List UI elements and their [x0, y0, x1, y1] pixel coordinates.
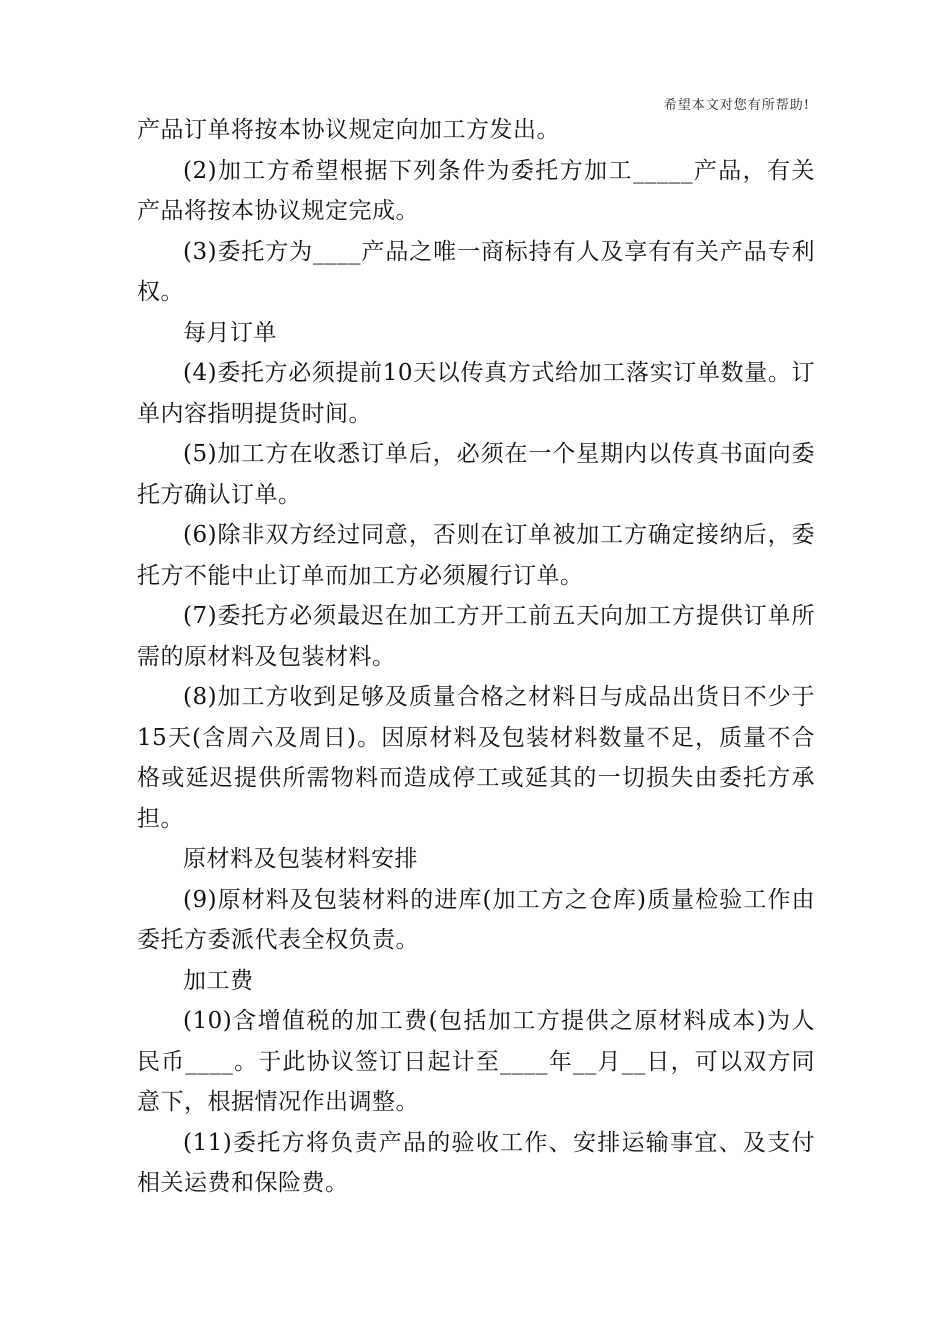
clause-2: (2)加工方希望根据下列条件为委托方加工_____产品，有关产品将按本协议规定完成。 [137, 157, 815, 224]
clause-5: (5)加工方在收悉订单后，必须在一个星期内以传真书面向委托方确认订单。 [137, 441, 815, 508]
section-heading-processing-fee: 加工费 [183, 967, 254, 994]
clause-9: (9)原材料及包装材料的进库(加工方之仓库)质量检验工作由委托方委派代表全权负责。 [137, 886, 815, 953]
clause-3: (3)委托方为____产品之唯一商标持有人及享有有关产品专利权。 [137, 238, 815, 305]
section-heading-monthly-orders: 每月订单 [183, 319, 277, 346]
clause-7: (7)委托方必须最迟在加工方开工前五天向加工方提供订单所需的原材料及包装材料。 [137, 603, 815, 670]
clause-6: (6)除非双方经过同意，否则在订单被加工方确定接纳后，委托方不能中止订单而加工方必须履行订单。 [137, 522, 815, 589]
section-heading-materials: 原材料及包装材料安排 [183, 846, 418, 872]
clause-8: (8)加工方收到足够及质量合格之材料日与成品出货日不少于15天(含周六及周日)。因原材料及包装材料数量不足，质量不合格或延迟提供所需物料而造成停工或延其的一切损失由委托方承担。 [137, 684, 815, 832]
clause-4: (4)委托方必须提前10天以传真方式给加工落实订单数量。订单内容指明提货时间。 [137, 360, 815, 427]
clause-10: (10)含增值税的加工费(包括加工方提供之原材料成本)为人民币____。于此协议签订日起计至____年__月__日，可以双方同意下，根据情况作出调整。 [137, 1008, 815, 1115]
paragraph-continuation: 产品订单将按本协议规定向加工方发出。 [137, 117, 560, 143]
header-note: 希望本文对您有所帮助! [663, 98, 810, 113]
clause-11: (11)委托方将负责产品的验收工作、安排运输事宜、及支付相关运费和保险费。 [137, 1129, 815, 1196]
document-body [137, 110, 815, 1204]
